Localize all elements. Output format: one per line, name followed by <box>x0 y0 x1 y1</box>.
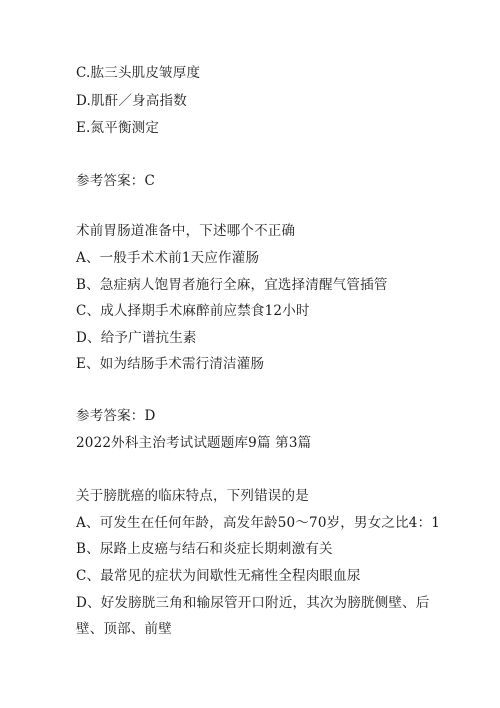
option-d-continuation: 壁、顶部、前壁 <box>76 621 172 637</box>
option-c-line: C、最常见的症状为间歇性无痛性全程肉眼血尿 <box>76 568 361 584</box>
answer-line: 参考答案：D <box>76 408 156 424</box>
option-a-line: A、一般手术术前1天应作灌肠 <box>76 250 260 266</box>
answer-line: 参考答案：C <box>76 173 156 189</box>
section-heading: 2022外科主治考试试题题库9篇 第3篇 <box>76 435 312 451</box>
option-d-line: D、好发膀胱三角和输尿管开口附近，其次为膀胱侧壁、后 <box>76 595 430 611</box>
option-c-line: C.肱三头肌皮皱厚度 <box>76 65 201 81</box>
option-c-line: C、成人择期手术麻醉前应禁食12小时 <box>76 303 310 319</box>
option-a-line: A、可发生在任何年龄，高发年龄50～70岁，男女之比4：1 <box>76 515 441 531</box>
option-d-line: D、给予广谱抗生素 <box>76 330 197 346</box>
option-e-line: E、如为结肠手术需行清洁灌肠 <box>76 356 265 372</box>
option-b-line: B、尿路上皮癌与结石和炎症长期刺激有关 <box>76 541 333 557</box>
option-e-line: E.氮平衡测定 <box>76 120 160 136</box>
option-b-line: B、急症病人饱胃者施行全麻，宜选择清醒气管插管 <box>76 277 388 293</box>
option-d-line: D.肌酐／身高指数 <box>76 93 187 109</box>
question-line: 术前胃肠道准备中，下述哪个不正确 <box>76 223 296 239</box>
question-line: 关于膀胱癌的临床特点，下列错误的是 <box>76 488 309 504</box>
